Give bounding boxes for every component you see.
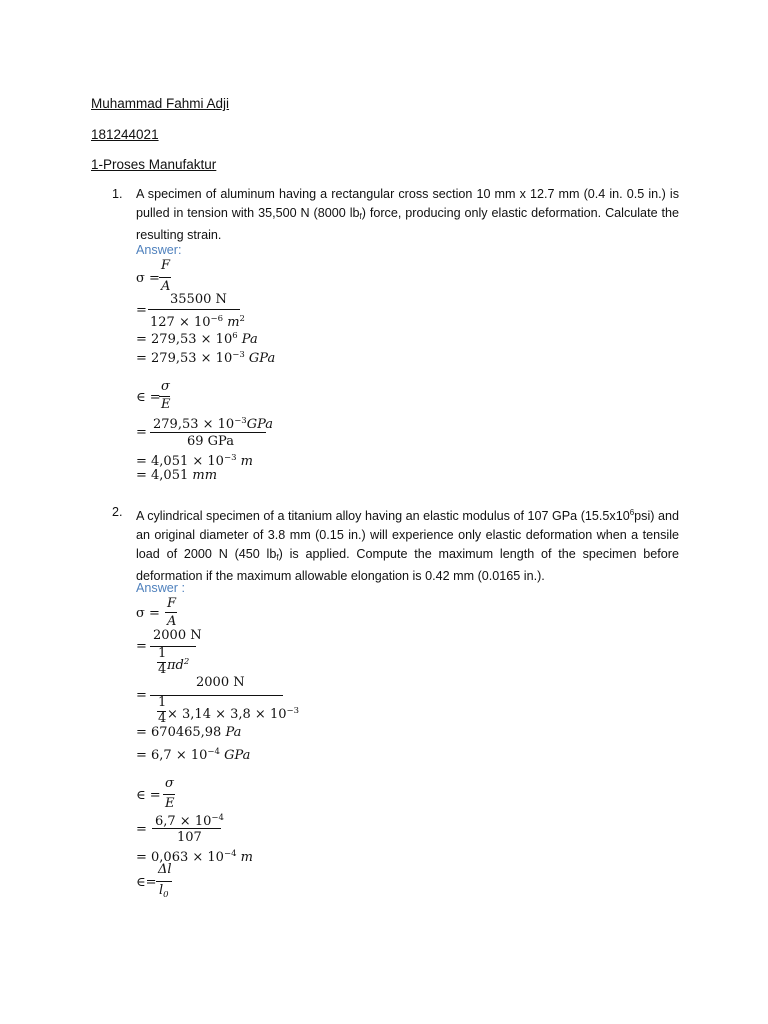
q2-s2-num: 2000 N (196, 675, 245, 690)
q2-line-4: deformation if the maximum allowable elongation is 0.42 mm (0.0165 in.). (136, 569, 545, 583)
q2-s1-eq-sign: = (136, 639, 147, 654)
q1-sigma-num: F (161, 258, 171, 273)
q2-s2-fraction-bar (150, 695, 283, 696)
q1-s2: = $279,53 \times 10^6$ Pa (136, 331, 258, 347)
student-id: 181244021 (91, 127, 159, 142)
q1-s1-den: $127 \times 10^{-6}$ $m^2$ (150, 314, 245, 330)
q1-s3: = $279,53 \times 10^{-3}$ GPa (136, 350, 276, 366)
q2-e3-num: Δl (158, 862, 172, 877)
q1-eps-lhs: ∈ = (136, 390, 161, 405)
q2-eps-fraction-bar (163, 794, 175, 795)
q1-s1-num: 35500 N (170, 292, 227, 307)
q2-e3-lhs: ∈= (136, 875, 157, 890)
q2-s1-den-frac-num: 1 (158, 646, 167, 661)
q2-eps-den: E (165, 796, 175, 811)
q1-s1-fraction-bar (148, 309, 240, 310)
q2-s3: = 670465,98 Pa (136, 725, 242, 740)
q2-answer-label: Answer : (136, 581, 185, 595)
course-title: 1-Proses Manufaktur (91, 157, 217, 172)
q2-sigma-den: A (167, 614, 177, 629)
q1-sigma-lhs: σ = (136, 271, 160, 286)
question-1-text (136, 185, 679, 245)
q1-answer-label: Answer: (136, 243, 182, 257)
question-2-number: 2. (112, 505, 123, 519)
q2-e3-fraction-bar (156, 881, 172, 882)
q1-s1-eq-sign: = (136, 303, 147, 318)
q2-s1-fraction-bar (150, 646, 196, 647)
q2-e1-num: $6,7 \times 10^{-4}$ (155, 813, 224, 829)
q1-e1-eq-sign: = (136, 425, 147, 440)
q1-e1-den: 69 GPa (187, 434, 234, 449)
q2-e2: = $0,063 \times 10^{-4}$ m (136, 849, 253, 865)
q1-line-2: pulled in tension with 35,500 N (8000 $lb_f$) force, producing only elastic deformation. Calculate the (136, 206, 679, 221)
question-2-text (136, 503, 679, 586)
q2-sigma-num: F (167, 596, 177, 611)
question-1-number: 1. (112, 187, 123, 201)
q2-eps-lhs: ∈ = (136, 788, 161, 803)
q2-eps-num: σ (165, 776, 174, 791)
q2-s2-eq-sign: = (136, 688, 147, 703)
q1-e2: = $4,051 \times 10^{-3}$ m (136, 453, 253, 469)
q1-e1-fraction-bar (150, 432, 266, 433)
q1-line-3: resulting strain. (136, 228, 222, 242)
q2-s2-den-frac-den: 4 (158, 711, 167, 726)
q2-line-1: A cylindrical specimen of a titanium alloy having an elastic modulus of 107 GPa $(15.5x10^6psi)$ and (136, 508, 679, 523)
q2-e1-fraction-bar (152, 828, 221, 829)
q2-s4: = $6,7 \times 10^{-4}$ GPa (136, 747, 251, 763)
q2-sigma-fraction-bar (165, 612, 177, 613)
q1-sigma-fraction-bar (159, 277, 171, 278)
q1-e3: = 4,051 mm (136, 468, 218, 483)
q1-eps-den: E (161, 397, 171, 412)
q2-line-3: load of 2000 N (450 $lb_f$) is applied. Compute the maximum length of the specimen before (136, 547, 679, 562)
q1-eps-num: σ (161, 379, 170, 394)
q1-line-1: A specimen of aluminum having a rectangular cross section 10 mm x 12.7 mm (0.4 in. 0.5 in.) is (136, 187, 679, 201)
student-name: Muhammad Fahmi Adji (91, 96, 230, 111)
q2-s2-den-rest: × $3,14 \times 3,8 \times 10^{-3}$ (167, 706, 300, 722)
q2-e3-den: $l_0$ (159, 883, 169, 900)
q2-s1-den-rest: $\pi d^2$ (167, 657, 190, 673)
q1-e1-num: $279,53 \times 10^{-3}GPa$ (153, 416, 274, 432)
q2-s2-den-frac-num: 1 (158, 695, 167, 710)
q2-s1-den-frac-den: 4 (158, 662, 167, 677)
q2-e1-den: 107 (177, 830, 202, 845)
q2-s1-num: 2000 N (153, 628, 202, 643)
q2-sigma-lhs: σ = (136, 606, 160, 621)
q2-line-2: an original diameter of 3.8 mm (0.15 in.) will experience only elastic deformation when a tensile (136, 528, 679, 542)
q1-sigma-den: A (161, 279, 171, 294)
q2-e1-eq-sign: = (136, 822, 147, 837)
